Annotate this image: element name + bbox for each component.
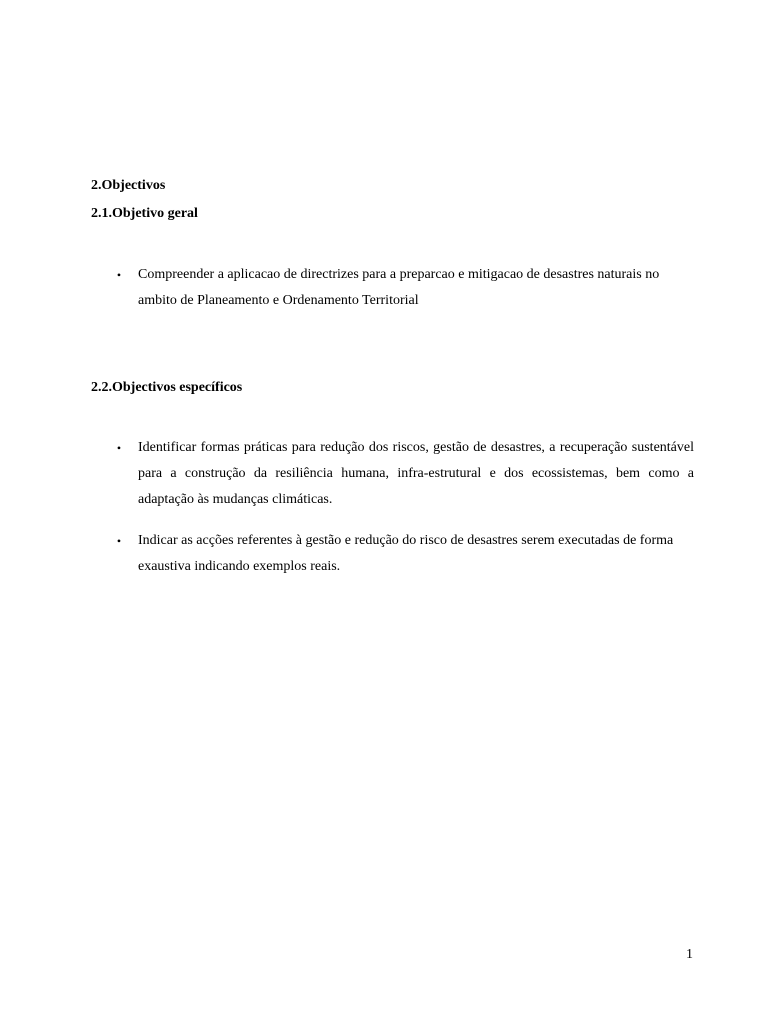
list-item <box>0 262 694 314</box>
list-item-text: Identificar formas práticas para redução dos riscos, gestão de desastres, a recuperação sustentável para a construção da resiliência humana, infra-estrutural e dos ecossistemas, bem como a adaptação às mudanças climáticas. <box>138 440 694 507</box>
objectivos-especificos-list <box>0 435 694 580</box>
bullet-icon: • <box>116 534 122 548</box>
subsection-heading-objetivo-geral: 2.1.Objetivo geral <box>91 206 198 221</box>
list-item <box>0 435 694 513</box>
list-item-text: Indicar as acções referentes à gestão e redução do risco de desastres serem executadas de forma exaustiva indicando exemplos reais. <box>138 533 674 574</box>
list-item-text: Compreender a aplicacao de directrizes para a preparcao e mitigacao de desastres naturais no ambito de Planeamento e Ordenamento Territorial <box>138 267 660 308</box>
objetivo-geral-list <box>0 262 694 314</box>
bullet-icon: • <box>116 441 122 455</box>
subsection-heading-objectivos-especificos: 2.2.Objectivos específicos <box>91 380 243 395</box>
section-heading-objectivos: 2.Objectivos <box>91 178 166 193</box>
list-item <box>0 528 694 580</box>
page-number: 1 <box>686 947 693 962</box>
bullet-icon: • <box>116 268 122 282</box>
